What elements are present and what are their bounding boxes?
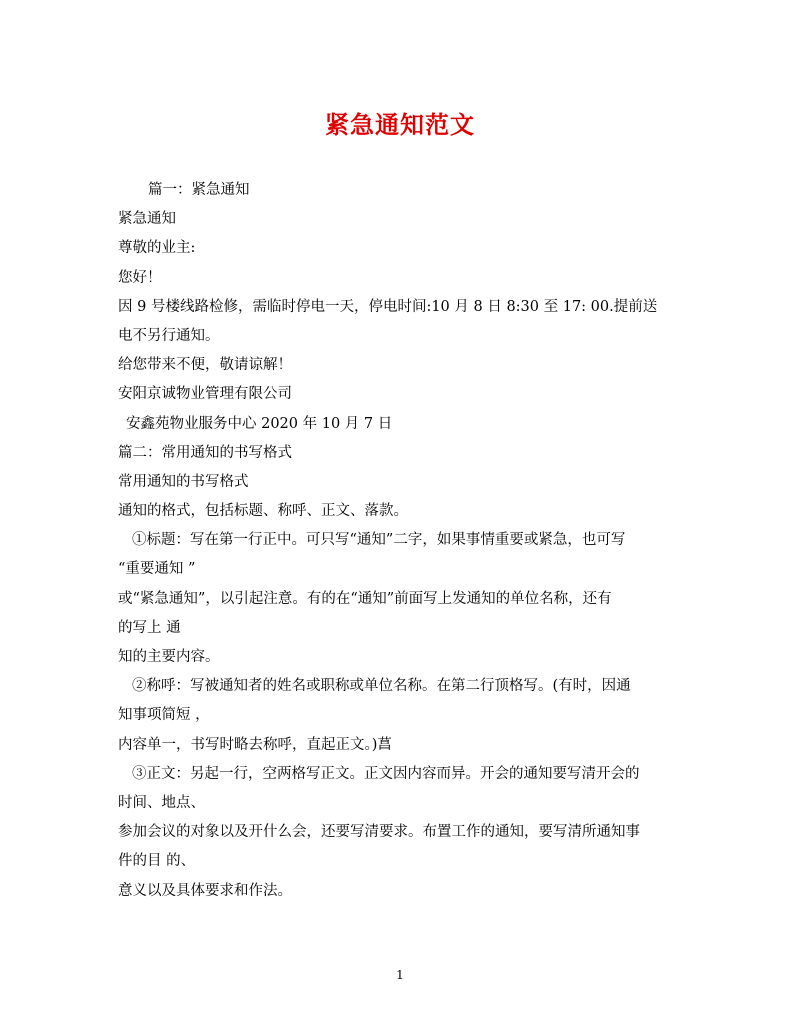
page-number: 1 [396,968,404,982]
text-line: 通知的格式，包括标题、称呼、正文、落款。 [118,503,408,520]
text-line: 内容单一，书写时略去称呼，直起正文。)菖 [118,736,392,753]
text-line: ②称呼：写被通知者的姓名或职称或单位名称。在第二行顶格写。(有时，因通 [132,678,631,695]
document-body [118,176,690,906]
section-heading-2: 篇二：常用通知的书写格式 [118,444,292,461]
text-line: 给您带来不便，敬请谅解！ [118,357,292,374]
text-line: 安鑫苑物业服务中心 2020 年 10 月 7 日 [126,415,393,432]
text-line: 紧急通知 [118,211,176,228]
text-line: 知的主要内容。 [118,649,220,665]
text-line: 件的目 的、 [118,853,196,870]
text-line: 因 9 号楼线路检修，需临时停电一天，停电时间:10 月 8 日 8:30 至 17: 00.提前送 [118,298,658,315]
text-line: 电不另行通知。 [118,327,220,344]
text-line: 时间、地点、 [118,794,205,811]
text-line: 尊敬的业主: [118,240,196,257]
text-line: 意义以及具体要求和作法。 [118,882,292,899]
text-line: 参加会议的对象以及开什么会，还要写清要求。布置工作的通知，要写清所通知事 [118,824,640,841]
page-title: 紧急通知范文 [325,110,475,139]
text-line: “重要通知 ” [118,561,196,578]
text-line: ①标题：写在第一行正中。可只写“通知”二字，如果事情重要或紧急，也可写 [132,532,626,549]
text-line: 的写上 通 [118,619,181,636]
text-line: 或“紧急通知”，以引起注意。有的在“通知”前面写上发通知的单位名称，还有 [118,590,612,607]
text-line: ③正文：另起一行，空两格写正文。正文因内容而异。开会的通知要写清开会的 [132,765,640,782]
section-heading-1: 篇一：紧急通知 [148,182,250,198]
text-line: 安阳京诚物业管理有限公司 [118,386,292,403]
text-line: 知事项简短 ， [118,707,210,724]
text-line: 您好！ [118,269,162,286]
text-line: 常用通知的书写格式 [118,473,249,490]
